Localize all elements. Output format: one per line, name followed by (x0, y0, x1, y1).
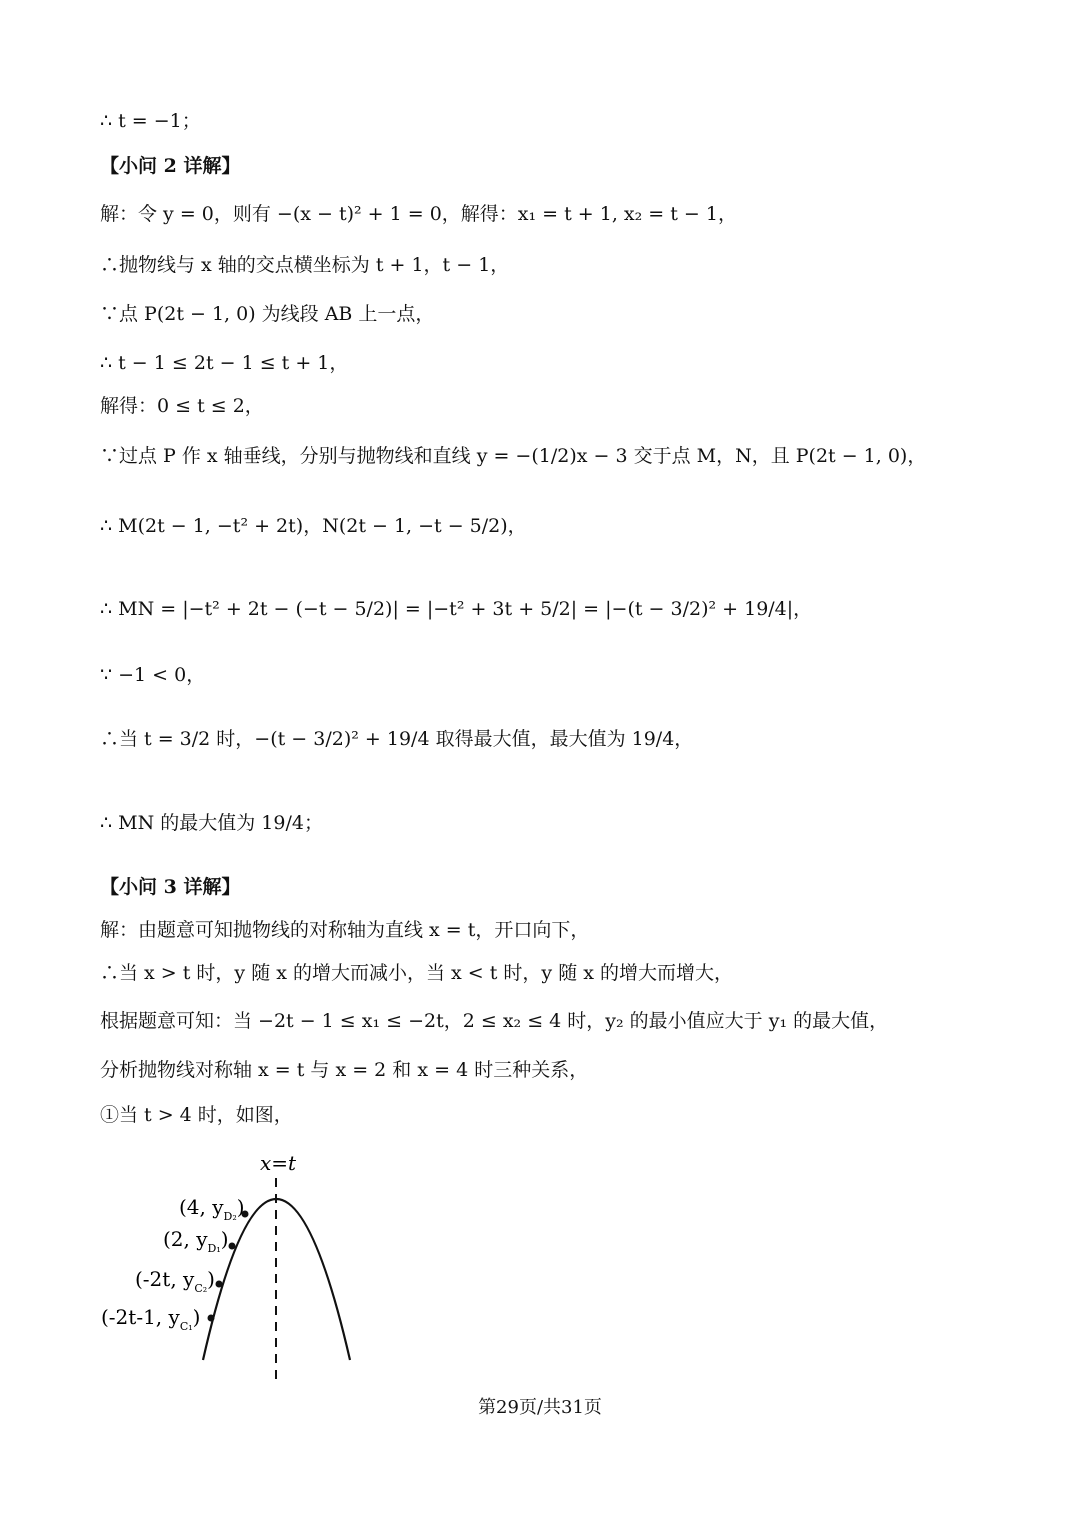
point-label-d2: (4, $y_{D_2}$) (179, 1195, 245, 1223)
page-footer: 第29页/共31页 (478, 1397, 602, 1418)
line-3: 解：令 y = 0，则有 −(x − t)² + 1 = 0，解得：x₁ = t + 1, x₂ = t − 1， (100, 203, 737, 225)
parabola-diagram (95, 1148, 365, 1388)
line-19: ①当 t > 4 时，如图， (100, 1104, 293, 1126)
point-label-c2: (-2t, $y_{C_2}$) (135, 1267, 215, 1295)
line-6: ∴ t − 1 ≤ 2t − 1 ≤ t + 1， (100, 352, 349, 374)
line-9: ∴ M(2t − 1, −t² + 2t)，N(2t − 1, −t − 5/2)， (100, 515, 527, 537)
section-heading-q2: 【小问 2 详解】 (100, 155, 241, 177)
line-17: 根据题意可知：当 −2t − 1 ≤ x₁ ≤ −2t，2 ≤ x₂ ≤ 4 时，y₂ 的最小值应大于 y₁ 的最大值， (100, 1010, 889, 1032)
point-label-d1: (2, $y_{D_1}$) (163, 1227, 229, 1255)
line-13: ∴ MN 的最大值为 19/4； (100, 812, 323, 834)
line-11: ∵ −1 < 0， (100, 664, 206, 686)
line-7: 解得：0 ≤ t ≤ 2， (100, 395, 264, 417)
point-label-c1: (-2t-1, $y_{C_1}$) (101, 1305, 201, 1333)
line-18: 分析抛物线对称轴 x = t 与 x = 2 和 x = 4 时三种关系， (100, 1059, 589, 1081)
line-10: ∴ MN = |−t² + 2t − (−t − 5/2)| = |−t² + 3t + 5/2| = |−(t − 3/2)² + 19/4|， (100, 598, 813, 620)
line-1: ∴ t = −1； (100, 110, 201, 132)
line-8: ∵过点 P 作 x 轴垂线，分别与抛物线和直线 y = −(1/2)x − 3 交于点 M，N，且 P(2t − 1, 0)， (100, 445, 927, 467)
line-5: ∵点 P(2t − 1, 0) 为线段 AB 上一点， (100, 303, 435, 325)
line-4: ∴抛物线与 x 轴的交点横坐标为 t + 1，t − 1， (100, 254, 510, 276)
line-16: ∴当 x > t 时，y 随 x 的增大而减小，当 x < t 时，y 随 x 的增大而增大， (100, 962, 733, 984)
section-heading-q3: 【小问 3 详解】 (100, 876, 241, 898)
line-12: ∴当 t = 3/2 时，−(t − 3/2)² + 19/4 取得最大值，最大值为 19/4， (100, 728, 694, 750)
line-15: 解：由题意可知抛物线的对称轴为直线 x = t，开口向下， (100, 919, 590, 941)
point-c1 (208, 1315, 215, 1322)
point-d1 (229, 1243, 236, 1250)
axis-label: x=t (260, 1151, 297, 1175)
point-c2 (216, 1281, 223, 1288)
